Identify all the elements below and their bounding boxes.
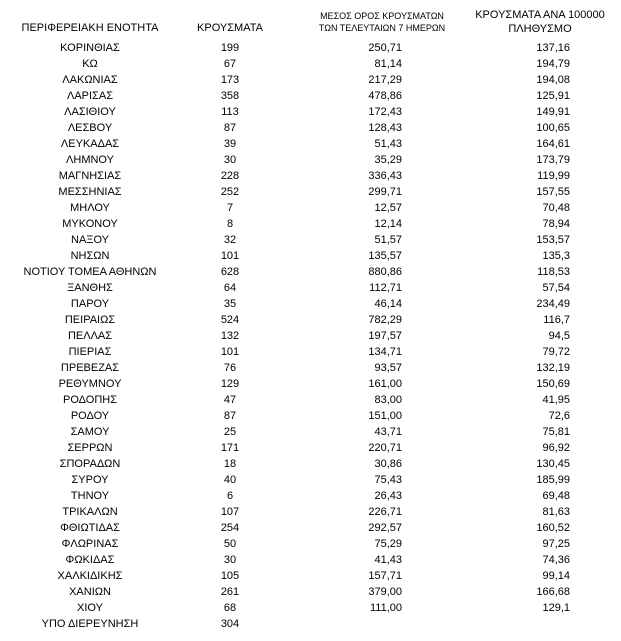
- region-cell: ΦΛΩΡΙΝΑΣ: [61, 538, 119, 550]
- cases-per-100000-cell: 41,95: [542, 394, 570, 406]
- region-cell: ΠΡΕΒΕΖΑΣ: [60, 362, 120, 374]
- seven-day-average-cell: 226,71: [368, 506, 402, 518]
- seven-day-average-cell: 172,43: [368, 106, 402, 118]
- table-row: [0, 184, 621, 200]
- cases-per-100000-cell: 81,63: [542, 506, 570, 518]
- cases-per-100000-cell: 166,68: [536, 586, 570, 598]
- seven-day-average-cell: 93,57: [374, 362, 402, 374]
- cases-per-100000-cell: 99,14: [542, 570, 570, 582]
- cases-per-100000-cell: 164,61: [536, 138, 570, 150]
- seven-day-average-cell: 135,57: [368, 250, 402, 262]
- region-cell: ΡΕΘΥΜΝΟΥ: [58, 378, 122, 390]
- region-cell: ΛΗΜΝΟΥ: [66, 154, 114, 166]
- region-cell: ΣΠΟΡΑΔΩΝ: [59, 458, 121, 470]
- cases-cell: 199: [220, 42, 240, 54]
- table-row: [0, 440, 621, 456]
- cases-cell: 113: [221, 106, 239, 118]
- table-row: [0, 168, 621, 184]
- region-cell: ΠΙΕΡΙΑΣ: [68, 346, 112, 358]
- table-row: [0, 376, 621, 392]
- table-row: [0, 456, 621, 472]
- cases-cell: 87: [223, 410, 237, 422]
- cases-cell: 132: [220, 330, 240, 342]
- seven-day-average-cell: 51,57: [374, 234, 402, 246]
- region-cell: ΦΘΙΩΤΙΔΑΣ: [60, 522, 120, 534]
- cases-cell: 7: [226, 202, 234, 214]
- region-cell: ΝΑΞΟΥ: [71, 234, 109, 246]
- region-cell: ΡΟΔΟΠΗΣ: [62, 394, 118, 406]
- cases-per-100000-cell: 74,36: [542, 554, 570, 566]
- cases-cell: 228: [220, 170, 240, 182]
- region-cell: ΣΑΜΟΥ: [70, 426, 110, 438]
- table-body: [0, 40, 621, 632]
- seven-day-average-cell: 35,29: [374, 154, 402, 166]
- region-cell: ΦΩΚΙΔΑΣ: [65, 554, 115, 566]
- cases-cell: 40: [223, 474, 237, 486]
- region-cell: ΛΕΥΚΑΔΑΣ: [60, 138, 120, 150]
- table-row: [0, 56, 621, 72]
- cases-cell: 304: [220, 618, 240, 630]
- seven-day-average-cell: 112,71: [369, 282, 402, 294]
- table-row: [0, 488, 621, 504]
- cases-cell: 261: [220, 586, 240, 598]
- table-row: [0, 120, 621, 136]
- header-cases-per-100000: [462, 8, 618, 36]
- table-row: [0, 72, 621, 88]
- cases-per-100000-cell: 79,72: [542, 346, 570, 358]
- region-cell: ΡΟΔΟΥ: [70, 410, 110, 422]
- seven-day-average-cell: 782,29: [368, 314, 402, 326]
- seven-day-average-cell: 197,57: [368, 330, 402, 342]
- cases-per-100000-cell: 72,6: [548, 410, 570, 422]
- seven-day-average-cell: 292,57: [368, 522, 402, 534]
- table-row: [0, 152, 621, 168]
- seven-day-average-cell: 217,29: [368, 74, 402, 86]
- region-cell: ΚΟΡΙΝΘΙΑΣ: [60, 42, 120, 54]
- seven-day-average-cell: 51,43: [374, 138, 402, 150]
- cases-cell: 18: [223, 458, 237, 470]
- table-row: [0, 280, 621, 296]
- table-row: [0, 360, 621, 376]
- region-cell: ΣΥΡΟΥ: [71, 474, 109, 486]
- cases-per-100000-cell: 135,3: [542, 250, 570, 262]
- seven-day-average-cell: 379,00: [368, 586, 402, 598]
- table-row: [0, 520, 621, 536]
- cases-cell: 25: [223, 426, 237, 438]
- table-row: [0, 472, 621, 488]
- cases-cell: 67: [223, 58, 237, 70]
- cases-cell: 47: [223, 394, 237, 406]
- cases-per-100000-cell: 149,91: [536, 106, 570, 118]
- seven-day-average-cell: 128,43: [368, 122, 402, 134]
- seven-day-average-cell: 12,57: [374, 202, 402, 214]
- table-row: [0, 424, 621, 440]
- table-row: [0, 136, 621, 152]
- cases-per-100000-cell: 96,92: [542, 442, 570, 454]
- seven-day-average-cell: 41,43: [374, 554, 402, 566]
- cases-cell: 252: [220, 186, 240, 198]
- cases-cell: 30: [223, 154, 237, 166]
- region-cell: ΧΑΝΙΩΝ: [69, 586, 111, 598]
- region-cell: ΤΡΙΚΑΛΩΝ: [62, 506, 118, 518]
- cases-per-100000-cell: 94,5: [548, 330, 570, 342]
- region-cell: ΝΗΣΩΝ: [70, 250, 110, 262]
- cases-per-100000-cell: 119,99: [537, 170, 570, 182]
- seven-day-average-cell: 111,00: [369, 602, 402, 614]
- cases-per-100000-cell: 116,7: [543, 314, 570, 326]
- table-row: [0, 328, 621, 344]
- cases-cell: 50: [223, 538, 237, 550]
- cases-per-100000-cell: 153,57: [536, 234, 570, 246]
- table-row: [0, 40, 621, 56]
- seven-day-average-cell: 478,86: [368, 90, 402, 102]
- cases-per-100000-cell: 69,48: [542, 490, 570, 502]
- cases-cell: 8: [226, 218, 234, 230]
- seven-day-average-cell: 83,00: [374, 394, 402, 406]
- cases-cell: 254: [220, 522, 240, 534]
- cases-per-100000-cell: 234,49: [536, 298, 570, 310]
- region-cell: ΠΑΡΟΥ: [70, 298, 110, 310]
- cases-cell: 101: [220, 346, 240, 358]
- seven-day-average-cell: 46,14: [374, 298, 402, 310]
- seven-day-average-cell: 75,29: [374, 538, 402, 550]
- table-row: [0, 552, 621, 568]
- region-cell: ΥΠΟ ΔΙΕΡΕΥΝΗΣΗ: [41, 618, 139, 630]
- region-cell: ΛΕΣΒΟΥ: [67, 122, 113, 134]
- region-cell: ΧΙΟΥ: [77, 602, 103, 614]
- cases-per-100000-cell: 100,65: [536, 122, 570, 134]
- cases-cell: 64: [223, 282, 237, 294]
- region-cell: ΜΗΛΟΥ: [70, 202, 110, 214]
- cases-cell: 39: [223, 138, 237, 150]
- cases-cell: 358: [220, 90, 240, 102]
- cases-cell: 101: [220, 250, 240, 262]
- table-row: [0, 248, 621, 264]
- region-cell: ΤΗΝΟΥ: [70, 490, 110, 502]
- cases-per-100000-cell: 194,08: [536, 74, 570, 86]
- cases-per-100000-cell: 78,94: [542, 218, 570, 230]
- table-row: [0, 264, 621, 280]
- table-row: [0, 504, 621, 520]
- table-row: [0, 312, 621, 328]
- cases-cell: 30: [223, 554, 237, 566]
- table-row: [0, 568, 621, 584]
- seven-day-average-cell: 250,71: [368, 42, 402, 54]
- seven-day-average-cell: 151,00: [368, 410, 402, 422]
- region-cell: ΜΑΓΝΗΣΙΑΣ: [58, 170, 122, 182]
- seven-day-average-cell: 43,71: [374, 426, 402, 438]
- cases-per-100000-cell: 118,53: [537, 266, 570, 278]
- table-row: [0, 600, 621, 616]
- cases-per-100000-cell: 150,69: [536, 378, 570, 390]
- table-row: [0, 296, 621, 312]
- cases-per-100000-cell: 75,81: [542, 426, 570, 438]
- region-cell: ΛΑΚΩΝΙΑΣ: [62, 74, 118, 86]
- header-per-line2: ΠΛΗΘΥΣΜΟ: [508, 23, 572, 35]
- table-row: [0, 408, 621, 424]
- table-row: [0, 392, 621, 408]
- cases-per-100000-cell: 157,55: [536, 186, 570, 198]
- seven-day-average-cell: 299,71: [368, 186, 402, 198]
- cases-cell: 129: [220, 378, 240, 390]
- seven-day-average-cell: 81,14: [374, 58, 402, 70]
- cases-per-100000-cell: 185,99: [536, 474, 570, 486]
- cases-per-100000-cell: 125,91: [536, 90, 570, 102]
- cases-per-100000-cell: 97,25: [542, 538, 570, 550]
- cases-per-100000-cell: 130,45: [536, 458, 570, 470]
- cases-per-100000-cell: 160,52: [536, 522, 570, 534]
- cases-cell: 32: [223, 234, 237, 246]
- seven-day-average-cell: 134,71: [368, 346, 402, 358]
- cases-cell: 6: [226, 490, 234, 502]
- table-row: [0, 616, 621, 632]
- cases-per-100000-cell: 70,48: [542, 202, 570, 214]
- header-per-line1: ΚΡΟΥΣΜΑΤΑ ΑΝΑ 100000: [475, 9, 605, 21]
- cases-cell: 35: [223, 298, 237, 310]
- region-cell: ΚΩ: [82, 58, 98, 70]
- seven-day-average-cell: 161,00: [368, 378, 402, 390]
- cases-cell: 628: [220, 266, 240, 278]
- region-cell: ΠΕΛΛΑΣ: [67, 330, 113, 342]
- seven-day-average-cell: 30,86: [374, 458, 402, 470]
- seven-day-average-cell: 75,43: [374, 474, 402, 486]
- table-row: [0, 584, 621, 600]
- cases-cell: 87: [223, 122, 237, 134]
- cases-cell: 524: [220, 314, 240, 326]
- header-avg-line2: ΤΩΝ ΤΕΛΕΥΤΑΙΩΝ 7 ΗΜΕΡΩΝ: [318, 23, 446, 33]
- seven-day-average-cell: 157,71: [368, 570, 402, 582]
- table-row: [0, 536, 621, 552]
- region-cell: ΧΑΛΚΙΔΙΚΗΣ: [57, 570, 123, 582]
- cases-cell: 105: [220, 570, 240, 582]
- cases-per-100000-cell: 194,79: [536, 58, 570, 70]
- header-region: ΠΕΡΙΦΕΡΕΙΑΚΗ ΕΝΟΤΗΤΑ: [21, 22, 159, 34]
- seven-day-average-cell: 880,86: [368, 266, 402, 278]
- region-cell: ΜΕΣΣΗΝΙΑΣ: [58, 186, 122, 198]
- region-cell: ΜΥΚΟΝΟΥ: [62, 218, 118, 230]
- cases-per-100000-cell: 132,19: [536, 362, 570, 374]
- region-cell: ΛΑΣΙΘΙΟΥ: [64, 106, 116, 118]
- header-seven-day-average: [298, 10, 466, 34]
- seven-day-average-cell: 220,71: [368, 442, 402, 454]
- region-cell: ΞΑΝΘΗΣ: [67, 282, 113, 294]
- header-cases: ΚΡΟΥΣΜΑΤΑ: [197, 22, 263, 34]
- region-cell: ΛΑΡΙΣΑΣ: [66, 90, 113, 102]
- cases-cell: 171: [220, 442, 240, 454]
- cases-cell: 68: [223, 602, 237, 614]
- region-cell: ΠΕΙΡΑΙΩΣ: [64, 314, 116, 326]
- seven-day-average-cell: 336,43: [368, 170, 402, 182]
- cases-per-100000-cell: 129,1: [542, 602, 570, 614]
- table-row: [0, 88, 621, 104]
- seven-day-average-cell: 26,43: [374, 490, 402, 502]
- cases-cell: 76: [223, 362, 237, 374]
- table-row: [0, 104, 621, 120]
- cases-per-100000-cell: 173,79: [536, 154, 570, 166]
- table-row: [0, 200, 621, 216]
- seven-day-average-cell: 12,14: [374, 218, 402, 230]
- table-row: [0, 216, 621, 232]
- table-row: [0, 232, 621, 248]
- cases-cell: 173: [220, 74, 240, 86]
- header-avg-line1: ΜΕΣΟΣ ΟΡΟΣ ΚΡΟΥΣΜΑΤΩΝ: [320, 11, 444, 21]
- cases-per-100000-cell: 57,54: [542, 282, 570, 294]
- region-cell: ΝΟΤΙΟΥ ΤΟΜΕΑ ΑΘΗΝΩΝ: [23, 266, 157, 278]
- table-row: [0, 344, 621, 360]
- region-cell: ΣΕΡΡΩΝ: [67, 442, 113, 454]
- cases-per-100000-cell: 137,16: [536, 42, 570, 54]
- cases-cell: 107: [220, 506, 240, 518]
